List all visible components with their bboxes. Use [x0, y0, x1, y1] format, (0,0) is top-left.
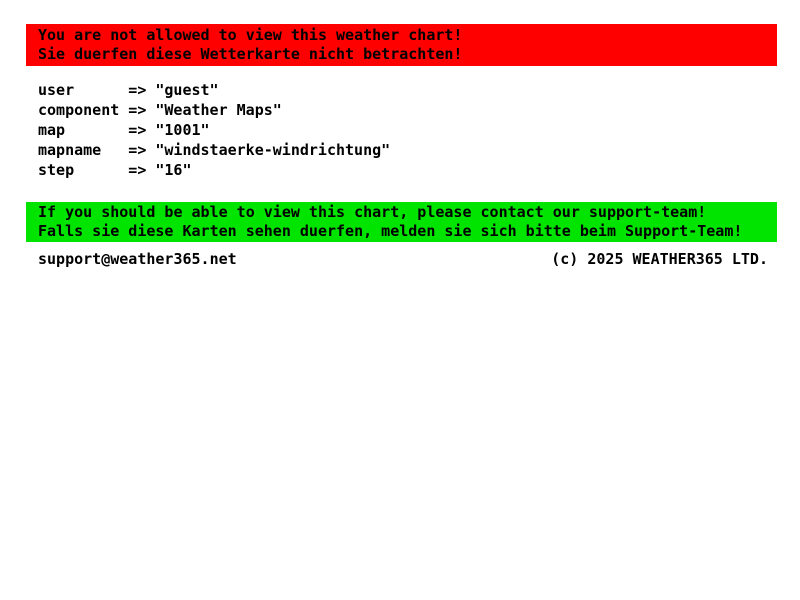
detail-row-mapname — [38, 140, 390, 160]
detail-key: map — [38, 121, 66, 139]
access-denied-banner — [26, 24, 777, 66]
detail-value: "guest" — [155, 81, 219, 99]
copyright-text: (c) 2025 WEATHER365 LTD. — [551, 250, 768, 268]
arrow-glyph: => — [128, 101, 147, 119]
detail-row-user — [38, 80, 390, 100]
detail-value: "Weather Maps" — [155, 101, 282, 119]
arrow-glyph: => — [128, 81, 147, 99]
detail-value: "windstaerke-windrichtung" — [155, 141, 391, 159]
detail-key: component — [38, 101, 120, 119]
arrow-glyph: => — [128, 161, 147, 179]
access-denied-message-en: You are not allowed to view this weather chart! — [38, 26, 463, 44]
footer — [38, 250, 768, 269]
detail-row-step — [38, 160, 390, 180]
access-denied-message-de: Sie duerfen diese Wetterkarte nicht betrachten! — [38, 45, 463, 63]
detail-key: mapname — [38, 141, 102, 159]
detail-key: step — [38, 161, 75, 179]
contact-support-message-de: Falls sie diese Karten sehen duerfen, melden sie sich bitte beim Support-Team! — [38, 222, 743, 240]
contact-support-message-en: If you should be able to view this chart, please contact our support-team! — [38, 203, 707, 221]
detail-key: user — [38, 81, 75, 99]
arrow-glyph: => — [128, 121, 147, 139]
detail-row-component — [38, 100, 390, 120]
detail-value: "16" — [155, 161, 192, 179]
support-email-text: support@weather365.net — [38, 250, 237, 268]
contact-support-banner — [26, 202, 777, 242]
request-details-list — [38, 80, 390, 180]
arrow-glyph: => — [128, 141, 147, 159]
detail-value: "1001" — [155, 121, 210, 139]
detail-row-map — [38, 120, 390, 140]
